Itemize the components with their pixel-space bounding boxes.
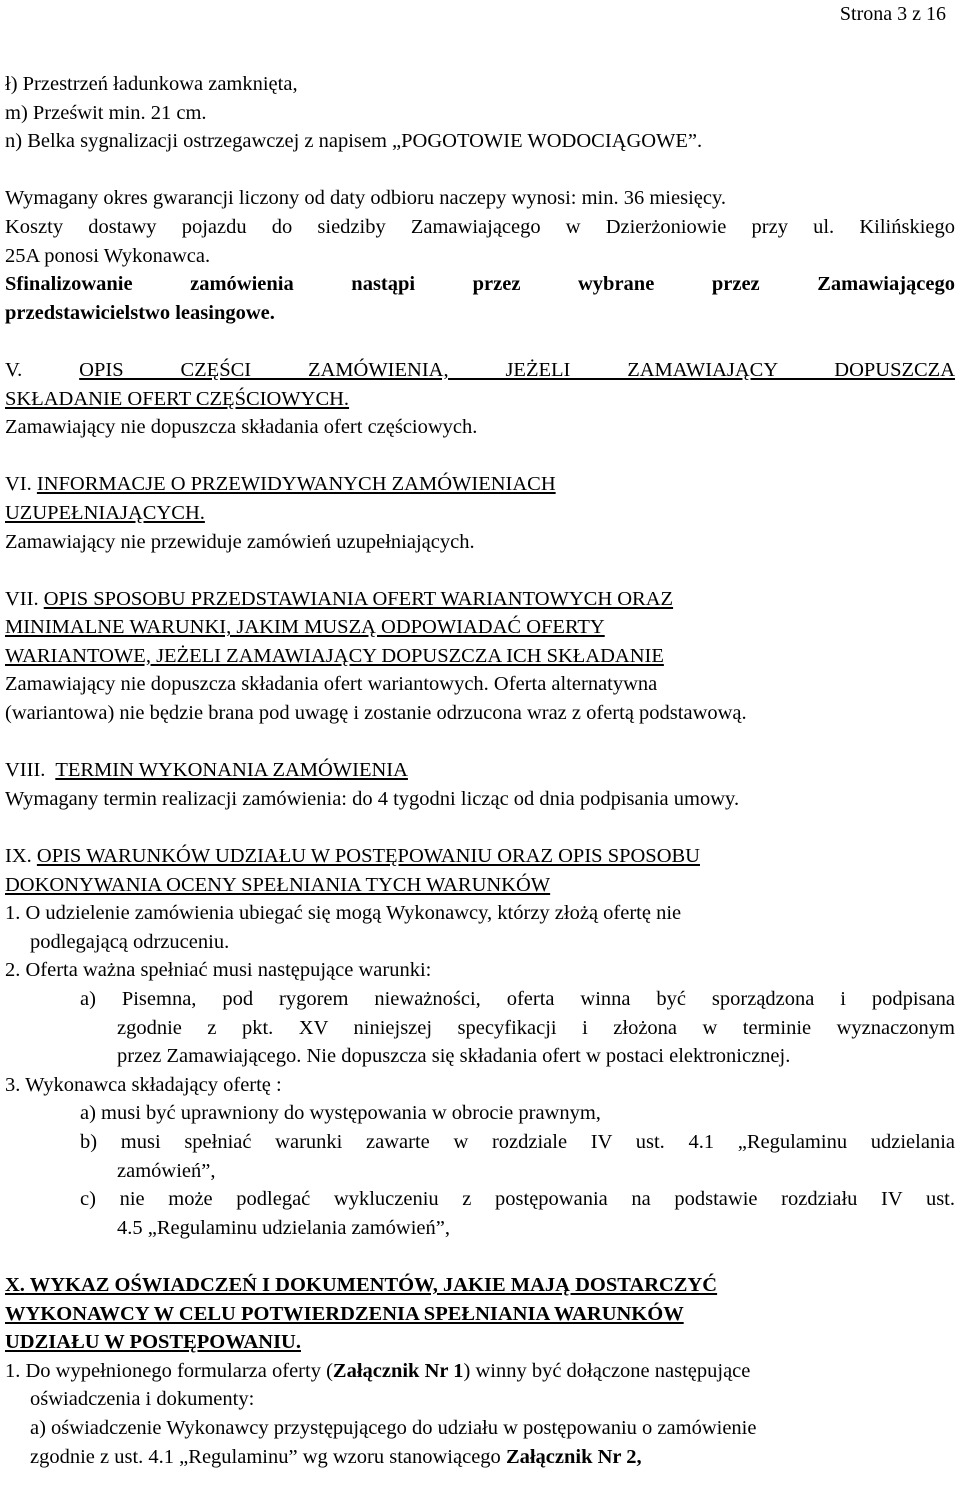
section-title: OPIS WARUNKÓW UDZIAŁU W POSTĘPOWANIU ORAZ OPIS SPOSOBU bbox=[36, 845, 700, 868]
section-title: WYKAZ OŚWIADCZEŃ I DOKUMENTÓW, JAKIE MAJĄ DOSTARCZYĆ bbox=[24, 1273, 718, 1296]
text-run: 1. Do wypełnionego formularza oferty ( bbox=[5, 1359, 333, 1382]
section-viii bbox=[5, 756, 955, 813]
section-text: (wariantowa) nie będzie brana pod uwagę i zostanie odrzucona wraz z ofertą podstawową. bbox=[5, 702, 747, 725]
text-run: zgodnie z ust. 4.1 „Regulaminu” wg wzoru stanowiącego bbox=[30, 1445, 506, 1468]
warranty-text: Wymagany okres gwarancji liczony od daty odbioru naczepy wynosi: min. 36 miesięcy. bbox=[5, 187, 727, 210]
section-title: INFORMACJE O PRZEWIDYWANYCH ZAMÓWIENIACH bbox=[36, 473, 556, 496]
section-title: OPIS SPOSOBU PRZEDSTAWIANIA OFERT WARIANTOWYCH ORAZ bbox=[43, 587, 674, 610]
list-subitem: b) musi spełniać warunki zawarte w rozdziale IV ust. 4.1 „Regulaminu udzielania bbox=[80, 1130, 955, 1153]
section-number: V. bbox=[5, 358, 23, 381]
section-heading bbox=[5, 356, 955, 385]
section-title: OPIS CZĘŚCI ZAMÓWIENIA, JEŻELI ZAMAWIAJĄCY DOPUSZCZA bbox=[79, 358, 956, 381]
list-item: ł) Przestrzeń ładunkowa zamknięta, bbox=[5, 73, 298, 95]
section-number: VI. bbox=[5, 473, 32, 496]
section-title: UZUPEŁNIAJĄCYCH. bbox=[5, 501, 205, 524]
list-subitem: zamówień”, bbox=[117, 1159, 216, 1182]
section-title: DOKONYWANIA OCENY SPEŁNIANIA TYCH WARUNKÓW bbox=[5, 873, 551, 896]
list-item: podlegającą odrzuceniu. bbox=[30, 930, 230, 953]
list-subitem: zgodnie z pkt. XV niniejszej specyfikacji i złożona w terminie wyznaczonym bbox=[117, 1016, 955, 1039]
list-subitem: przez Zamawiającego. Nie dopuszcza się składania ofert w postaci elektronicznej. bbox=[117, 1045, 791, 1068]
section-title: TERMIN WYKONANIA ZAMÓWIENIA bbox=[55, 759, 408, 782]
delivery-text: 25A ponosi Wykonawca. bbox=[5, 244, 211, 267]
section-heading bbox=[5, 470, 955, 499]
section-vii bbox=[5, 585, 955, 728]
section-number: X. bbox=[5, 1273, 25, 1296]
section-heading bbox=[5, 585, 955, 614]
attachment-ref: Załącznik Nr 2 bbox=[505, 1445, 637, 1468]
section-heading bbox=[5, 1271, 955, 1300]
list-item: oświadczenia i dokumenty: bbox=[30, 1388, 255, 1411]
section-text: Wymagany termin realizacji zamówienia: do 4 tygodni licząc od dnia podpisania umowy. bbox=[5, 787, 740, 810]
text-run: ) winny być dołączone następujące bbox=[463, 1359, 751, 1382]
text-run: , bbox=[636, 1445, 642, 1468]
section-title: WARIANTOWE, JEŻELI ZAMAWIAJĄCY DOPUSZCZA ICH SKŁADANIE bbox=[5, 644, 664, 667]
attachment-ref: Załącznik Nr 1 bbox=[332, 1359, 464, 1382]
list-item: 2. Oferta ważna spełniać musi następujące warunki: bbox=[5, 959, 432, 982]
list-subitem: a) oświadczenie Wykonawcy przystępującego do udziału w postępowaniu o zamówienie bbox=[30, 1416, 757, 1439]
section-text: Zamawiający nie przewiduje zamówień uzupełniających. bbox=[5, 530, 475, 553]
list-subitem: 4.5 „Regulaminu udzielania zamówień”, bbox=[117, 1216, 451, 1239]
section-vi bbox=[5, 470, 955, 556]
section-heading bbox=[5, 842, 955, 871]
list-subitem bbox=[5, 1443, 955, 1472]
list-item: 3. Wykonawca składający ofertę : bbox=[5, 1073, 282, 1096]
section-number: VII. bbox=[5, 587, 39, 610]
section-v bbox=[5, 356, 955, 442]
section-ix bbox=[5, 842, 955, 1242]
page-number: Strona 3 z 16 bbox=[839, 3, 946, 25]
section-x bbox=[5, 1271, 955, 1471]
section-heading bbox=[5, 756, 955, 785]
list-subitem: a) musi być uprawniony do występowania w obrocie prawnym, bbox=[80, 1102, 601, 1125]
list-item: m) Prześwit min. 21 cm. bbox=[5, 101, 207, 124]
finalize-text: przedstawicielstwo leasingowe. bbox=[5, 301, 275, 324]
section-number: VIII. bbox=[5, 759, 46, 782]
list-subitem: a) Pisemna, pod rygorem nieważności, oferta winna być sporządzona i podpisana bbox=[80, 988, 955, 1010]
list-item: 1. O udzielenie zamówienia ubiegać się mogą Wykonawcy, którzy złożą ofertę nie bbox=[5, 902, 682, 925]
section-text: Zamawiający nie dopuszcza składania ofert częściowych. bbox=[5, 416, 478, 439]
list-item bbox=[5, 1357, 955, 1386]
finalize-text: Sfinalizowanie zamówienia nastąpi przez wybrane przez Zamawiającego bbox=[5, 273, 955, 296]
section-title: SKŁADANIE OFERT CZĘŚCIOWYCH. bbox=[5, 387, 350, 410]
list-item: n) Belka sygnalizacji ostrzegawczej z napisem „POGOTOWIE WODOCIĄGOWE”. bbox=[5, 130, 703, 153]
document-body bbox=[5, 70, 955, 1471]
list-subitem: c) nie może podlegać wykluczeniu z postępowania na podstawie rozdziału IV ust. bbox=[80, 1188, 955, 1211]
section-text: Zamawiający nie dopuszcza składania ofert wariantowych. Oferta alternatywna bbox=[5, 673, 658, 696]
delivery-text: Koszty dostawy pojazdu do siedziby Zamawiającego w Dzierżoniowie przy ul. Kilińskiego bbox=[5, 215, 955, 238]
section-title: MINIMALNE WARUNKI, JAKIM MUSZĄ ODPOWIADAĆ OFERTY bbox=[5, 616, 605, 639]
section-number: IX. bbox=[5, 845, 32, 868]
section-title: WYKONAWCY W CELU POTWIERDZENIA SPEŁNIANIA WARUNKÓW bbox=[5, 1302, 684, 1325]
section-title: UDZIAŁU W POSTĘPOWANIU. bbox=[5, 1331, 301, 1354]
